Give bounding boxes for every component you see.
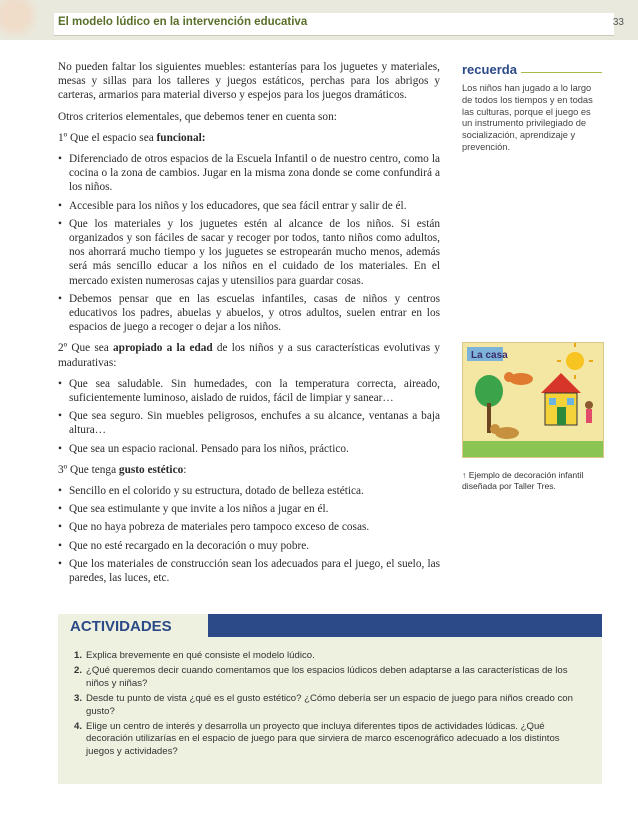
activity-item — [74, 650, 590, 662]
criterion-2-heading — [58, 341, 440, 369]
remember-title-text: recuerda — [462, 62, 517, 77]
activity-number: 2. — [74, 665, 83, 677]
list-item: • Diferenciado de otros espacios de la Escuela Infantil o de nuestro centro, como la cocina o la zona de cambios. Jugar en la misma zona donde se come confundirá a los niños. — [58, 152, 440, 195]
list-item: • Sencillo en el colorido y su estructura, dotado de belleza estética. — [58, 484, 440, 498]
remember-title — [462, 62, 602, 77]
list-item: • Que no haya pobreza de materiales pero tampoco exceso de cosas. — [58, 520, 440, 534]
criterion-3-keyword: gusto estético — [118, 463, 184, 476]
up-arrow-icon: ↑ — [462, 470, 467, 480]
list-item: • Que sea un espacio racional. Pensado para los niños, práctico. — [58, 442, 440, 456]
activity-item — [74, 721, 590, 758]
criterion-3-prefix: 3º Que tenga — [58, 463, 119, 476]
criterion-1-list — [58, 152, 440, 334]
activity-text: Elige un centro de interés y desarrolla un proyecto que incluya diferentes tipos de actividades lúdicas. ¿Qué decoración utilizarías en el espacio de juego para que sirviera de marco escenográfico adecuado a los distintos juegos y actividades? — [86, 721, 560, 757]
house-drawing — [463, 343, 603, 457]
list-item: • Accesible para los niños y los educadores, que sea fácil entrar y salir de él. — [58, 199, 440, 213]
criterion-3-suffix: : — [183, 463, 187, 476]
list-item: • Que sea seguro. Sin muebles peligrosos, enchufes a su alcance, ventanas a baja altura… — [58, 409, 440, 437]
image-label: La casa — [471, 350, 508, 361]
caption-text: Ejemplo de decoración infantil diseñada por Taller Tres. — [462, 470, 584, 491]
activity-text: Explica brevemente en qué consiste el modelo lúdico. — [86, 650, 315, 661]
criterion-3-list — [58, 484, 440, 585]
activity-number: 1. — [74, 650, 83, 661]
list-item: • Debemos pensar que en las escuelas infantiles, casas de niños y centros educativos los padres, abuelas y abuelos, y otros adultos, suelen entrar en los espacios de juego a recoger o dejar a los niños. — [58, 292, 440, 335]
criterion-2-keyword: apropiado a la edad — [113, 342, 213, 355]
decoration-illustration — [462, 342, 604, 458]
criterion-2-list — [58, 377, 440, 456]
criterion-1-prefix: 1º Que el espacio sea — [58, 131, 157, 144]
list-item: • Que los materiales y los juguetes estén al alcance de los niños. Si están organizados y son fáciles de sacar y recoger por todos, tanto niños como adultos, nos ahorrará mucho tiempo y los juguetes se estropearán mucho menos, además será más sencillo educar a los niños en el cuidado de los materiales. En el mercado existen numerosas cajas y utensilios para guardar cosas. — [58, 217, 440, 288]
list-item: • Que sea estimulante y que invite a los niños a jugar en él. — [58, 502, 440, 516]
criterion-2-prefix: 2º Que sea — [58, 342, 114, 355]
header-title: El modelo lúdico en la intervención educativa — [58, 16, 308, 28]
list-item: • Que los materiales de construcción sean los adecuados para el juego, el suelo, las paredes, las luces, etc. — [58, 557, 440, 585]
criterion-2-suffix: de los niños y a sus características evolutivas y madurativas: — [58, 342, 441, 369]
activity-text: Desde tu punto de vista ¿qué es el gusto estético? ¿Cómo debería ser un espacio de juego para niños creado con gusto? — [86, 693, 573, 717]
image-caption — [462, 470, 604, 492]
remember-rule — [521, 72, 602, 73]
activities-list — [74, 650, 590, 761]
activity-item — [74, 665, 590, 690]
tree-icon — [475, 375, 503, 407]
criterion-3-heading — [58, 463, 440, 477]
activities-title: ACTIVIDADES — [58, 614, 208, 637]
list-item: • Que sea saludable. Sin humedades, con la temperatura correcta, aireado, suficientemente luminoso, aislado de ruidos, fácil de limpiar y sanear… — [58, 377, 440, 405]
activity-item — [74, 693, 590, 718]
header-decoration — [0, 0, 50, 38]
activity-number: 4. — [74, 721, 83, 733]
remember-box — [462, 62, 602, 154]
page-header — [0, 0, 638, 40]
main-text — [58, 60, 440, 592]
intro-paragraph: No pueden faltar los siguientes muebles: estanterías para los juguetes y materiales, mesas y sillas para los talleres y juegos estáticos, perchas para los abrigos y carteras, armarios para material diverso y espejos para los juegos dramáticos. — [58, 61, 440, 102]
sun-icon — [566, 352, 584, 370]
criteria-intro: Otros criterios elementales, que debemos tener en cuenta son: — [58, 110, 337, 123]
page-number: 33 — [612, 17, 624, 28]
activity-text: ¿Qué queremos decir cuando comentamos que los espacios lúdicos deben adaptarse a las características de los niños y niñas? — [86, 665, 568, 689]
list-item: • Que no esté recargado en la decoración o muy pobre. — [58, 539, 440, 553]
activity-number: 3. — [74, 693, 83, 705]
criterion-1-heading — [58, 131, 440, 145]
criterion-1-keyword: funcional: — [156, 131, 206, 144]
activities-panel — [58, 614, 602, 784]
remember-text: Los niños han jugado a lo largo de todos los tiempos y en todas las culturas, porque el juego es un instrumento privilegiado de socialización, aprendizaje y prevención. — [462, 83, 593, 152]
child-icon — [585, 401, 593, 409]
